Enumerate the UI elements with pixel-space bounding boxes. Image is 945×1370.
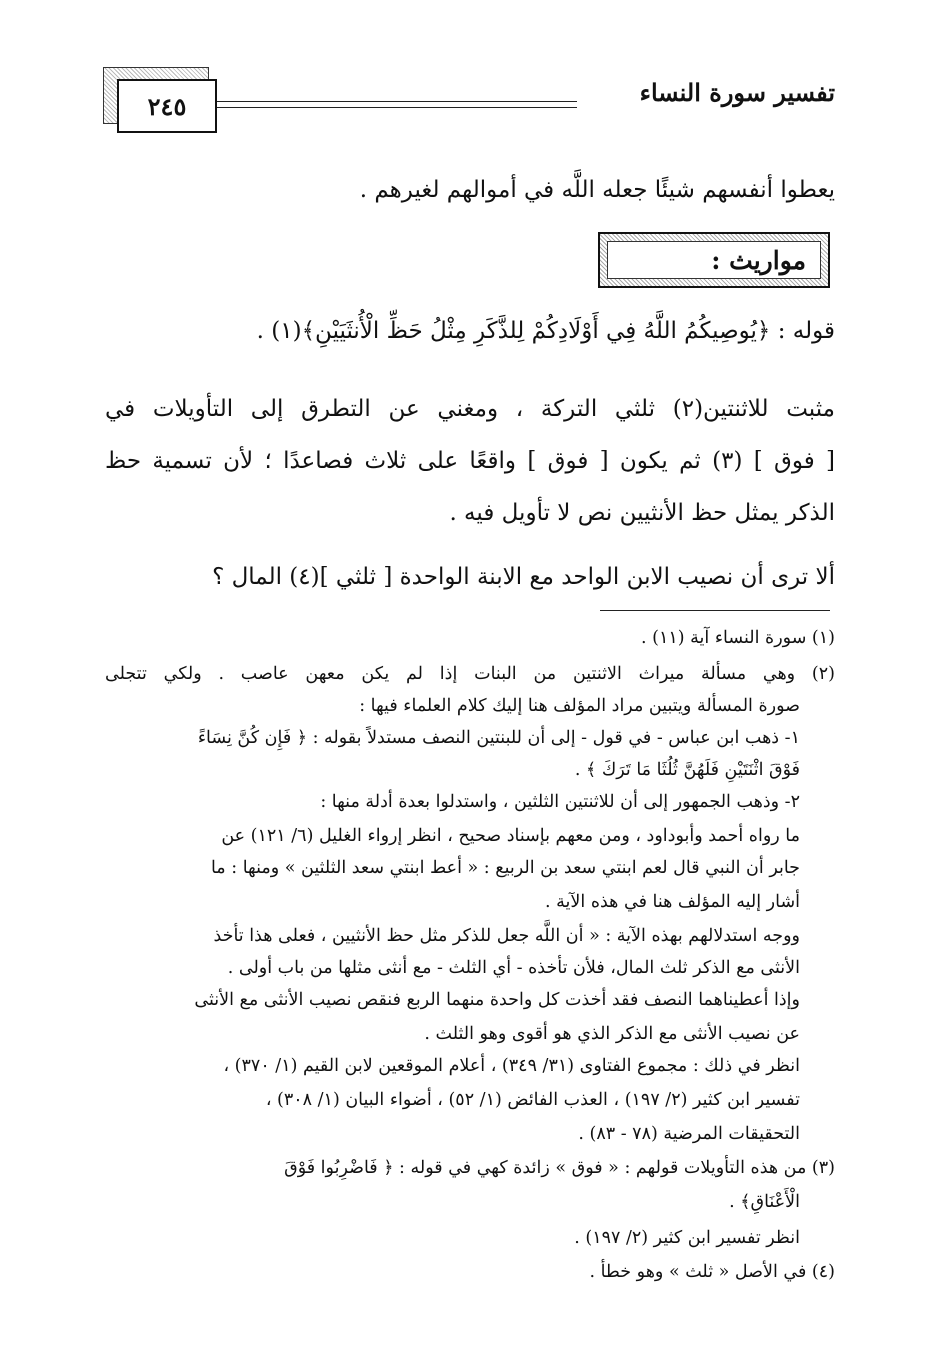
footnote-3-line-3: انظر تفسير ابن كثير (٢/ ١٩٧) . [574,1228,800,1248]
footnote-2-line-7: جابر أن النبي قال لعم ابنتي سعد بن الربيع : « أعط ابنتي سعد الثلثين » ومنها : ما [210,858,800,878]
footnote-2-line-9: ووجه استدلالهم بهذه الآية : « أن اللَّه جعل للذكر مثل حظ الأنثيين ، فعلى هذا تأخذ [213,926,800,946]
para1-line-1: مثبت للاثنتين(٢) ثلثي التركة ، ومغني عن التطرق إلى التأويلات في [105,396,835,422]
para1-line-2: [ فوق ] (٣) ثم يكون [ فوق ] واقعًا على ثلاث فصاعدًا ؛ لأن تسمية حظ [105,448,835,474]
page-number: ٢٤٥ [117,79,217,133]
footnote-1: (١) سورة النساء آية (١١) . [641,628,835,648]
footnote-2-line-6: ما رواه أحمد وأبوداود ، ومن معهم بإسناد صحيح ، انظر إرواء الغليل (٦/ ١٢١) عن [221,826,800,846]
footnote-2-line-4: فَوْقَ اثْنَتَيْنِ فَلَهُنَّ ثُلُثَا مَا تَرَكَ ﴾ . [574,760,800,780]
footnote-2-line-14: تفسير ابن كثير (٢/ ١٩٧) ، العذب الفائض (١/ ٥٢) ، أضواء البيان (١/ ٣٠٨) ، [265,1090,800,1110]
footnote-2-line-13: انظر في ذلك : مجموع الفتاوى (٣١/ ٣٤٩) ، أعلام الموقعين لابن القيم (١/ ٣٧٠) ، [223,1056,800,1076]
header-rule [215,101,577,108]
footnote-2-line-10: الأنثى مع الذكر ثلث المال، فلأن تأخذه - أي الثلث - مع أنثى مثلها من باب أولى . [227,958,800,978]
footnote-4: (٤) في الأصل « ثلث » وهو خطأ . [589,1262,835,1282]
section-heading-box [598,232,830,288]
footnote-2-line-8: أشار إليه المؤلف هنا في هذه الآية . [545,892,800,912]
footnote-2-line-2: صورة المسألة ويتبين مراد المؤلف هنا إليك كلام العلماء فيها : [359,696,800,716]
footnote-2-line-12: عن نصيب الأنثى مع الذكر الذي هو أقوى وهو الثلث . [424,1024,800,1044]
body-line-1: يعطوا أنفسهم شيئًا جعله اللَّه في أموالهم لغيرهم . [359,177,835,203]
footnote-3-line-1: (٣) من هذه التأويلات قولهم : « فوق » زائدة كهي في قوله : ﴿ فَاضْرِبُوا فَوْقَ [284,1158,835,1178]
footnote-2-line-11: وإذا أعطيناهما النصف فقد أخذت كل واحدة منهما الربع فنقص نصيب الأنثى مع الأنثى [194,990,800,1010]
running-title: تفسير سورة النساء [639,78,835,107]
footnote-rule [600,610,830,611]
para2: ألا ترى أن نصيب الابن الواحد مع الابنة الواحدة [ ثلثي ](٤) المال ؟ [212,564,835,590]
footnote-2-line-1: (٢) وهي مسألة ميراث الاثنتين من البنات إذا لم يكن معهن عاصب . ولكي تتجلى [105,664,835,684]
footnote-2-line-3: ١- ذهب ابن عباس - في قول - إلى أن للبنتين النصف مستدلاً بقوله : ﴿ فَإِن كُنَّ نِسَاءً [197,728,800,748]
verse-line: قوله : ﴿يُوصِيكُمُ اللَّهُ فِي أَوْلَادِكُمْ لِلذَّكَرِ مِثْلُ حَظِّ الْأُنثَيَيْنِ﴾(١) . [256,318,835,344]
footnote-2-line-15: التحقيقات المرضية (٧٨ - ٨٣) . [578,1124,800,1144]
footnote-2-line-5: ٢- وذهب الجمهور إلى أن للاثنتين الثلثين ، واستدلوا بعدة أدلة منها : [320,792,800,812]
footnote-3-line-2: الْأَعْنَاقِ﴾ . [729,1192,800,1212]
para1-line-3: الذكر يمثل حظ الأنثيين نص لا تأويل فيه . [449,500,835,526]
section-heading: مواريث : [607,241,821,279]
